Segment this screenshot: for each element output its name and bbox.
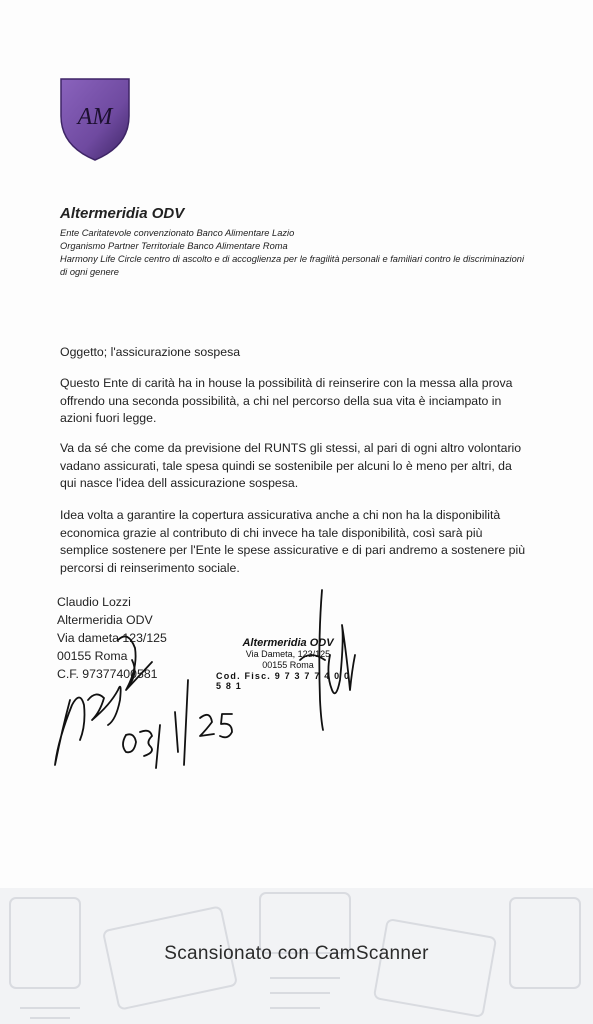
signer-address: Via dameta 123/125 — [57, 631, 167, 645]
stamp-address: Via Dameta, 123/125 — [245, 649, 331, 659]
org-detail-line: Harmony Life Circle centro di ascolto e di accoglienza per le fragilità personali e familiari contro le discriminazioni di ogni genere — [60, 254, 525, 277]
signer-organization: Altermeridia ODV — [57, 613, 153, 627]
letter-subject: Oggetto; l'assicurazione sospesa — [60, 345, 241, 359]
left-signature-stroke — [55, 698, 85, 766]
date-digit-stroke — [200, 715, 214, 736]
stamp-name: Altermeridia ODV — [242, 637, 334, 649]
camscanner-watermark-text: Scansionato con CamScanner — [164, 943, 429, 964]
stamp-city: 00155 Roma — [262, 660, 314, 670]
signer-name: Claudio Lozzi — [57, 595, 131, 609]
letter-paragraph: Va da sé che come da previsione del RUNTS gli stessi, al pari di ogni altro volontario vadano assicurati, tale spesa quindi se sostenibile per alcuni lo è meno per altri, da qui nasce l'idea dell assicurazione sospesa. — [60, 441, 522, 490]
stamp-fiscal-code: Cod. Fisc. 9 7 3 7 7 4 0 0 5 8 1 — [216, 671, 351, 691]
date-digit-stroke — [220, 714, 232, 737]
date-digit-stroke — [140, 731, 152, 756]
org-detail-line: Ente Caritatevole convenzionato Banco Alimentare Lazio — [60, 228, 295, 238]
left-signature-stroke — [88, 687, 121, 725]
signature-block — [57, 593, 167, 683]
organization-details — [60, 227, 530, 279]
date-digit-stroke — [184, 680, 188, 765]
letter-paragraph: Questo Ente di carità ha in house la possibilità di reinserire con la messa alla prova offrendo una seconda possibilità, a chi nel percorso della sua vita è inciampato in azioni fuori legge. — [60, 376, 513, 425]
date-digit-stroke — [156, 725, 160, 768]
signer-city: 00155 Roma — [57, 649, 128, 663]
signer-fiscal-code: C.F. 97377400581 — [57, 667, 158, 681]
altermeridia-logo-shield — [58, 76, 132, 162]
organization-name: Altermeridia ODV — [60, 205, 185, 222]
letter-paragraph: Idea volta a garantire la copertura assicurativa anche a chi non ha la disponibilità economica grazie al contributo di chi invece ha tale disponibilità, così sarà più semplice sostenere per l'Ente le spese assicurative e di pari andremo a sostenere più percorsi di reinserimento sociale. — [60, 508, 526, 575]
date-digit-stroke — [175, 712, 178, 752]
camscanner-footer — [0, 888, 593, 1024]
logo-monogram: AM — [77, 104, 113, 130]
org-detail-line: Organismo Partner Territoriale Banco Alimentare Roma — [60, 241, 288, 251]
organization-stamp — [218, 637, 358, 691]
date-digit-stroke — [123, 734, 136, 752]
